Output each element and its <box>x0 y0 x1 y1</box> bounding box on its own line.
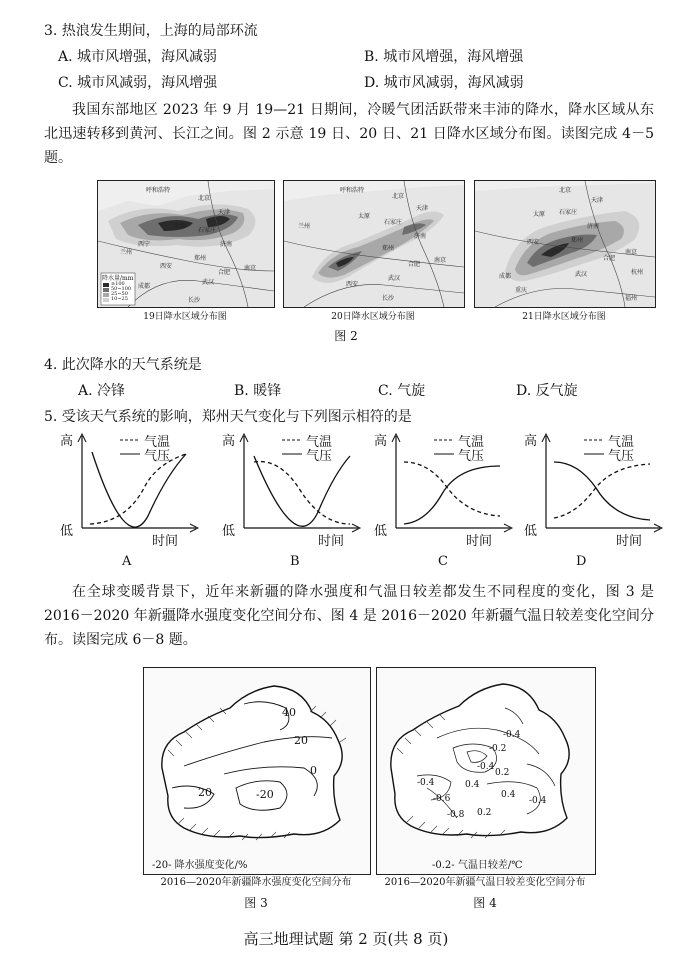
pressure-curve <box>254 456 350 526</box>
temperature-curve <box>90 454 186 524</box>
temperature-curve <box>254 462 350 524</box>
rain-map-20 <box>283 180 465 308</box>
fig4-legend: -0.2- 气温日较差/℃ <box>432 860 523 871</box>
q3-option-d: D. 城市风减弱，海风减弱 <box>364 75 524 91</box>
intro-paragraph-1: 我国东部地区 2023 年 9 月 19—21 日期间，冷暖气团活跃带来丰沛的降水，降水区域从东北迅速转移到黄河、长江之间。图 2 示意 19 日、20 日、21 日降水区域分布图。读图完成 4－5 题。 <box>44 102 654 166</box>
chart-letter-d: D <box>576 554 587 569</box>
city-labels-map1: 呼和浩特 北京 天津 太原 石家庄 济南 郑州 西宁 兰州 西安 合肥 南京 武汉 长沙 成都 <box>120 187 257 304</box>
rain-map-21 <box>474 180 656 308</box>
q4-option-d: D. 反气旋 <box>516 383 578 399</box>
q3-option-b: B. 城市风增强，海风增强 <box>364 49 524 65</box>
q4-option-c: C. 气旋 <box>378 383 426 399</box>
fig3-caption: 2016—2020年新疆降水强度变化空间分布 <box>160 877 352 888</box>
xinjiang-outline <box>162 686 342 838</box>
q4-option-b: B. 暖锋 <box>234 383 282 399</box>
q3-stem: 3. 热浪发生期间，上海的局部环流 <box>44 23 258 39</box>
fig2-caption-21: 21日降水区域分布图 <box>522 312 606 322</box>
legend-values: ≥100 50~100 25~50 10~25 <box>111 281 132 302</box>
rain-map-19 <box>97 180 275 308</box>
q4-option-a: A. 冷锋 <box>78 383 126 399</box>
fig4-map: -0.4 -0.2 -0.4 0.2 0.4 -0.4 -0.6 -0.8 0.4 0.2 -0.4 <box>376 667 596 875</box>
q3-option-c: C. 城市风减弱，海风增强 <box>58 75 218 91</box>
q3-option-a: A. 城市风增强，海风减弱 <box>58 49 218 65</box>
fig3-label: 图 3 <box>244 896 268 910</box>
fig4-caption: 2016—2020年新疆气温日较差变化空间分布 <box>384 877 586 888</box>
fig3-legend: -20- 降水强度变化/% <box>152 860 248 871</box>
city-labels-map3: 北京 天津 石家庄 太原 济南 郑州 西安 成都 重庆 武汉 合肥 南京 杭州 福州 <box>499 187 644 302</box>
q5-stem: 5. 受该天气系统的影响，郑州天气变化与下列图示相符的是 <box>44 409 412 425</box>
fig2-label: 图 2 <box>334 329 358 343</box>
q5-chart-c: 高 低 时间 气温 气压 C <box>370 428 520 578</box>
fig3-map: 40 20 0 20 -20 <box>143 667 371 875</box>
q5-chart-a: 高 低 时间 气温 气压 A <box>56 428 206 578</box>
q4-stem: 4. 此次降水的天气系统是 <box>44 357 202 373</box>
temperature-curve <box>554 464 650 518</box>
fig4-label: 图 4 <box>473 896 497 910</box>
chart-letter-b: B <box>290 554 300 569</box>
fig2-caption-19: 19日降水区域分布图 <box>143 312 227 322</box>
q5-chart-b: 高 低 时间 气温 气压 B <box>218 428 368 578</box>
pressure-curve <box>92 452 186 527</box>
fig2-caption-20: 20日降水区域分布图 <box>331 312 415 322</box>
q5-chart-d: 高 低 时间 气温 气压 D <box>520 428 670 578</box>
pressure-curve <box>554 462 650 520</box>
legend-title: 降水量/mm <box>102 275 134 282</box>
city-labels-map2: 呼和浩特 北京 天津 太原 石家庄 济南 郑州 西安 兰州 合肥 南京 武汉 长沙 <box>298 187 447 302</box>
chart-letter-c: C <box>438 554 448 569</box>
intro-paragraph-2: 在全球变暖背景下，近年来新疆的降水强度和气温日较差都发生不同程度的变化，图 3 是 2016－2020 年新疆降水强度变化空间分布、图 4 是 2016－2020 年新疆气温日较差变化空间分布。读图完成 6－8 题。 <box>44 584 654 648</box>
page-footer: 高三地理试题 第 2 页(共 8 页) <box>243 930 449 948</box>
pressure-curve <box>404 466 500 524</box>
chart-letter-a: A <box>122 554 132 569</box>
temperature-curve <box>404 462 500 516</box>
